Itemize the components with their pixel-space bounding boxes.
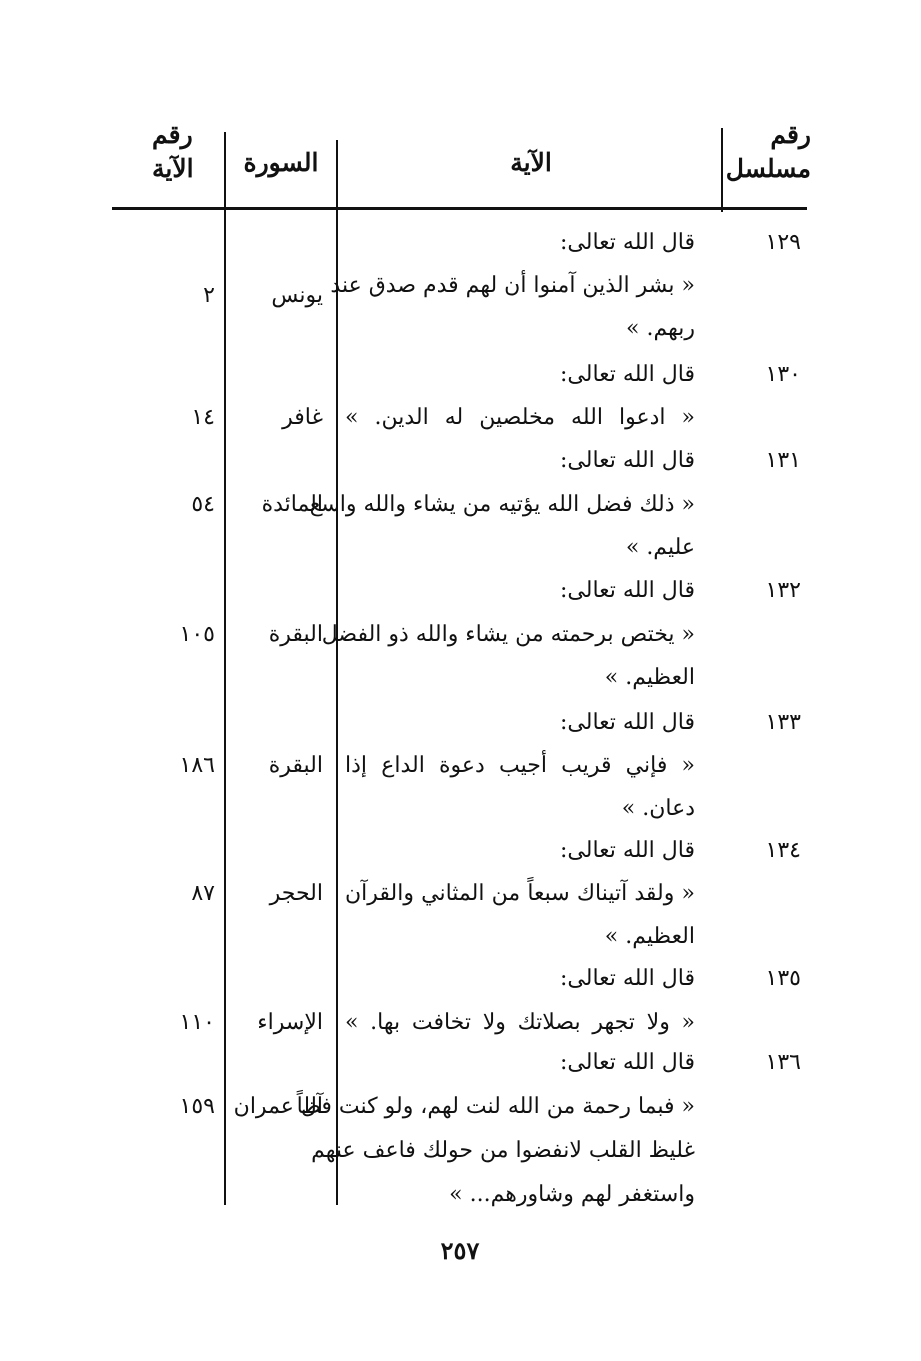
verse-intro: قال الله تعالى: bbox=[560, 710, 695, 735]
surah-name: البقرة bbox=[268, 753, 323, 778]
page-number: ٢٥٧ bbox=[440, 1236, 480, 1265]
verse-line: « بشر الذين آمنوا أن لهم قدم صدق عند bbox=[330, 273, 695, 298]
column-divider-surah bbox=[224, 132, 226, 1205]
verse-intro: قال الله تعالى: bbox=[560, 1050, 695, 1075]
serial-number: ١٣٢ bbox=[765, 578, 801, 603]
header-serial-line2: مسلسل bbox=[725, 154, 811, 183]
serial-number: ١٣٠ bbox=[765, 362, 801, 387]
serial-number: ١٢٩ bbox=[765, 230, 801, 255]
header-ayah-no bbox=[112, 118, 222, 186]
verse-line: « فبما رحمة من الله لنت لهم، ولو كنت فظاً bbox=[296, 1094, 695, 1119]
verse-line: غليظ القلب لانفضوا من حولك فاعف عنهم bbox=[311, 1138, 695, 1163]
surah-name: الإسراء bbox=[257, 1010, 323, 1035]
verse-line: ربهم. » bbox=[626, 316, 695, 341]
verse-intro: قال الله تعالى: bbox=[560, 838, 695, 863]
header-verse: الآية bbox=[510, 148, 552, 177]
verse-line: « ولا تجهر بصلاتك ولا تخافت بها. » bbox=[345, 1010, 695, 1035]
ayah-number: ٥٤ bbox=[191, 492, 215, 517]
header-ayah-line1: رقم bbox=[152, 120, 193, 149]
surah-name: يونس bbox=[271, 283, 323, 308]
verse-line: « فإني قريب أجيب دعوة الداع إذا bbox=[345, 753, 695, 778]
header-serial bbox=[721, 118, 811, 186]
verse-intro: قال الله تعالى: bbox=[560, 362, 695, 387]
verse-intro: قال الله تعالى: bbox=[560, 230, 695, 255]
column-divider-verse bbox=[336, 140, 338, 1205]
ayah-number: ١٤ bbox=[191, 405, 215, 430]
ayah-number: ٢ bbox=[203, 283, 215, 308]
verse-intro: قال الله تعالى: bbox=[560, 578, 695, 603]
verse-line: « ذلك فضل الله يؤتيه من يشاء والله واسع bbox=[309, 492, 695, 517]
header-surah: السورة bbox=[243, 148, 319, 177]
serial-number: ١٣٥ bbox=[765, 966, 801, 991]
verse-line: عليم. » bbox=[625, 535, 695, 560]
header-ayah-line2: الآية bbox=[152, 154, 194, 183]
verse-line: واستغفر لهم وشاورهم... » bbox=[449, 1182, 695, 1207]
header-rule bbox=[112, 207, 807, 210]
surah-name: غافر bbox=[282, 405, 323, 430]
ayah-number: ٨٧ bbox=[191, 881, 215, 906]
serial-number: ١٣٦ bbox=[765, 1050, 801, 1075]
verse-line: العظيم. » bbox=[604, 665, 695, 690]
verse-line: « يختص برحمته من يشاء والله ذو الفضل bbox=[321, 622, 695, 647]
verse-intro: قال الله تعالى: bbox=[560, 966, 695, 991]
verse-intro: قال الله تعالى: bbox=[560, 448, 695, 473]
verse-line: « ولقد آتيناك سبعاً من المثاني والقرآن bbox=[345, 881, 695, 906]
surah-name: الحجر bbox=[269, 881, 323, 906]
header-serial-line1: رقم bbox=[770, 120, 811, 149]
ayah-number: ١٥٩ bbox=[179, 1094, 215, 1119]
serial-number: ١٣٣ bbox=[765, 710, 801, 735]
surah-name: المائدة bbox=[261, 492, 323, 517]
ayah-number: ١٨٦ bbox=[179, 753, 215, 778]
serial-number: ١٣٤ bbox=[765, 838, 801, 863]
verse-line: « ادعوا الله مخلصين له الدين. » bbox=[345, 405, 695, 430]
ayah-number: ١٠٥ bbox=[179, 622, 215, 647]
ayah-number: ١١٠ bbox=[179, 1010, 215, 1035]
verse-line: دعان. » bbox=[621, 796, 695, 821]
surah-name: آل عمران bbox=[233, 1094, 323, 1119]
verse-line: العظيم. » bbox=[604, 924, 695, 949]
surah-name: البقرة bbox=[268, 622, 323, 647]
column-divider-serial bbox=[721, 128, 723, 212]
serial-number: ١٣١ bbox=[765, 448, 801, 473]
